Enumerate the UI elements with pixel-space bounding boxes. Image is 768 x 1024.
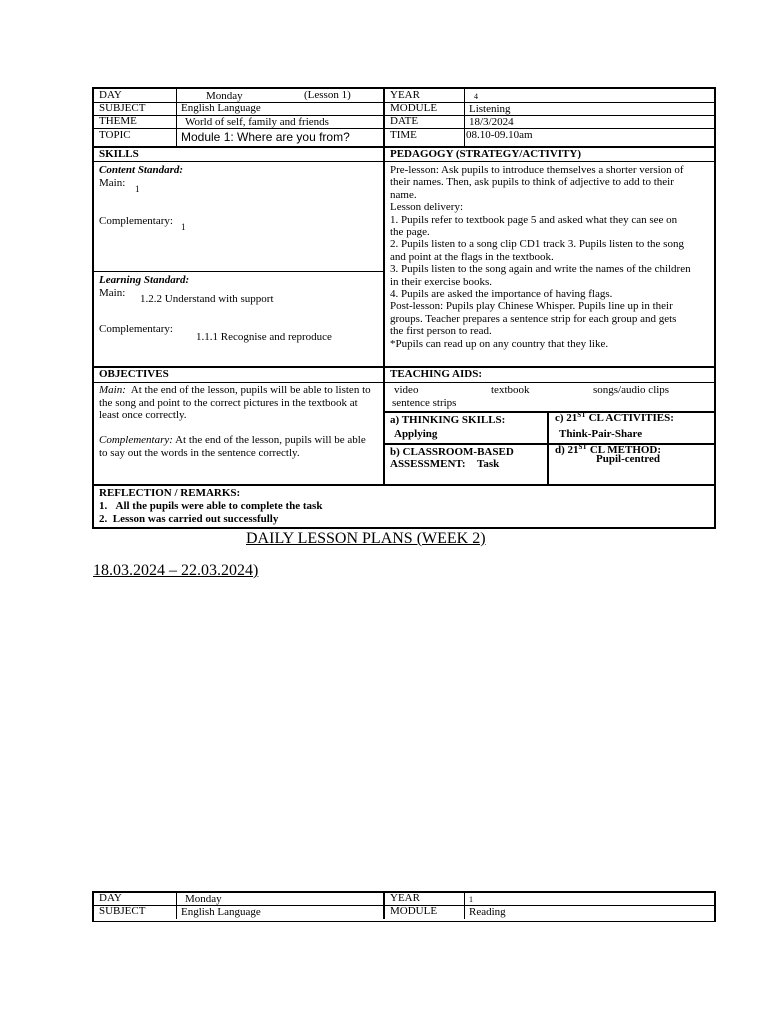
- lesson-number: (Lesson 1): [304, 89, 351, 101]
- obj-comp-label: Complementary:: [99, 434, 173, 446]
- aid-sentence-strips: sentence strips: [392, 397, 457, 409]
- cs-comp-label: Complementary:: [99, 215, 173, 227]
- day-value: Monday: [185, 893, 222, 905]
- time-label: TIME: [390, 129, 417, 141]
- pedagogy-line: the page.: [390, 226, 430, 239]
- pedagogy-line: Pre-lesson: Ask pupils to introduce themselves a shorter version of: [390, 164, 684, 176]
- pedagogy-line: and point at the flags in the textbook.: [390, 250, 554, 263]
- pedagogy-line: their names. Then, ask pupils to think of adjective to add to their: [390, 176, 674, 189]
- ls-comp-value: 1.1.1 Recognise and reproduce: [196, 331, 332, 343]
- content-standard-label: Content Standard:: [99, 164, 184, 176]
- subject-value: English Language: [181, 906, 261, 918]
- method-label: d) 21ST CL METHOD:: [555, 443, 662, 456]
- activities-value: Think-Pair-Share: [559, 428, 643, 440]
- method-value: Pupil-centred: [596, 453, 660, 465]
- pedagogy-line: Post-lesson: Pupils play Chinese Whisper. Pupils line up in their: [390, 300, 673, 313]
- teaching-aids-header: TEACHING AIDS:: [390, 368, 482, 380]
- learning-standard-label: Learning Standard:: [99, 274, 190, 286]
- module-label: MODULE: [390, 102, 438, 114]
- pedagogy-line: 3. Pupils listen to the song again and write the names of the children: [390, 263, 691, 276]
- year-label: YEAR: [390, 89, 420, 101]
- subject-value: English Language: [181, 102, 261, 114]
- activities-label: c) 21ST CL ACTIVITIES:: [555, 411, 674, 424]
- module-label: MODULE: [390, 905, 438, 917]
- theme-label: THEME: [99, 115, 137, 127]
- day-value: Monday: [206, 90, 243, 102]
- date-label: DATE: [390, 115, 419, 127]
- pedagogy-line: name.: [390, 188, 417, 201]
- objective-complementary: [99, 434, 369, 459]
- year-label: YEAR: [390, 892, 420, 904]
- reflection-header: REFLECTION / REMARKS:: [99, 487, 241, 499]
- module-value: Reading: [469, 906, 506, 918]
- reflection-item: 1. All the pupils were able to complete the task: [99, 500, 323, 512]
- module-value: Listening: [469, 103, 511, 115]
- subject-label: SUBJECT: [99, 102, 146, 114]
- pedagogy-text: [390, 164, 712, 350]
- year-value: 1: [469, 895, 473, 904]
- pedagogy-line: groups. Teacher prepares a sentence strip for each group and gets: [390, 312, 677, 325]
- ls-main-value: 1.2.2 Understand with support: [140, 293, 274, 305]
- topic-label: TOPIC: [99, 129, 131, 141]
- ls-main-label: Main:: [99, 287, 126, 299]
- date-value: 18/3/2024: [469, 116, 514, 128]
- assessment-label-2: ASSESSMENT:: [390, 458, 466, 470]
- cs-main-label: Main:: [99, 177, 126, 189]
- time-value: 08.10-09.10am: [466, 129, 533, 141]
- pedagogy-line: 4. Pupils are asked the importance of having flags.: [390, 288, 613, 301]
- reflection-item: 2. Lesson was carried out successfully: [99, 513, 279, 525]
- obj-main-label: Main:: [99, 384, 126, 396]
- pedagogy-line: 2. Pupils listen to a song clip CD1 track 3. Pupils listen to the song: [390, 238, 684, 251]
- assessment-label: b) CLASSROOM-BASED: [390, 446, 514, 458]
- pedagogy-line: *Pupils can read up on any country that they like.: [390, 337, 609, 350]
- thinking-skills-label: a) THINKING SKILLS:: [390, 414, 506, 426]
- obj-main-text: At the end of the lesson, pupils will be able to listen to the song and point to the correct pictures in the textbook at least once correctly.: [99, 384, 371, 421]
- topic-value: Module 1: Where are you from?: [181, 130, 350, 144]
- thinking-skills-value: Applying: [394, 428, 438, 440]
- aid-songs: songs/audio clips: [593, 384, 670, 396]
- pedagogy-header: PEDAGOGY (STRATEGY/ACTIVITY): [390, 148, 581, 160]
- ls-comp-label: Complementary:: [99, 323, 173, 335]
- cs-comp-value: 1: [181, 222, 186, 232]
- objective-main: [99, 384, 379, 422]
- aid-video: video: [394, 384, 419, 396]
- cs-main-value: 1: [135, 184, 140, 194]
- aid-textbook: textbook: [491, 384, 530, 396]
- day-label: DAY: [99, 89, 122, 101]
- pedagogy-line: in their exercise books.: [390, 275, 493, 288]
- day-label: DAY: [99, 892, 122, 904]
- page-title: DAILY LESSON PLANS (WEEK 2): [246, 530, 486, 547]
- skills-header: SKILLS: [99, 148, 139, 160]
- theme-value: World of self, family and friends: [185, 116, 329, 128]
- obj-comp-text: At the end of the lesson, pupils will be able to say out the words in the sentence correctly.: [99, 434, 366, 459]
- pedagogy-line: the first person to read.: [390, 325, 492, 338]
- subject-label: SUBJECT: [99, 905, 146, 917]
- year-value: 4: [474, 92, 478, 101]
- week-dates: 18.03.2024 – 22.03.2024): [93, 562, 259, 579]
- pedagogy-line: Lesson delivery:: [390, 201, 464, 214]
- assessment-value: Task: [477, 458, 500, 470]
- objectives-header: OBJECTIVES: [99, 368, 169, 380]
- pedagogy-line: 1. Pupils refer to textbook page 5 and asked what they can see on: [390, 213, 678, 226]
